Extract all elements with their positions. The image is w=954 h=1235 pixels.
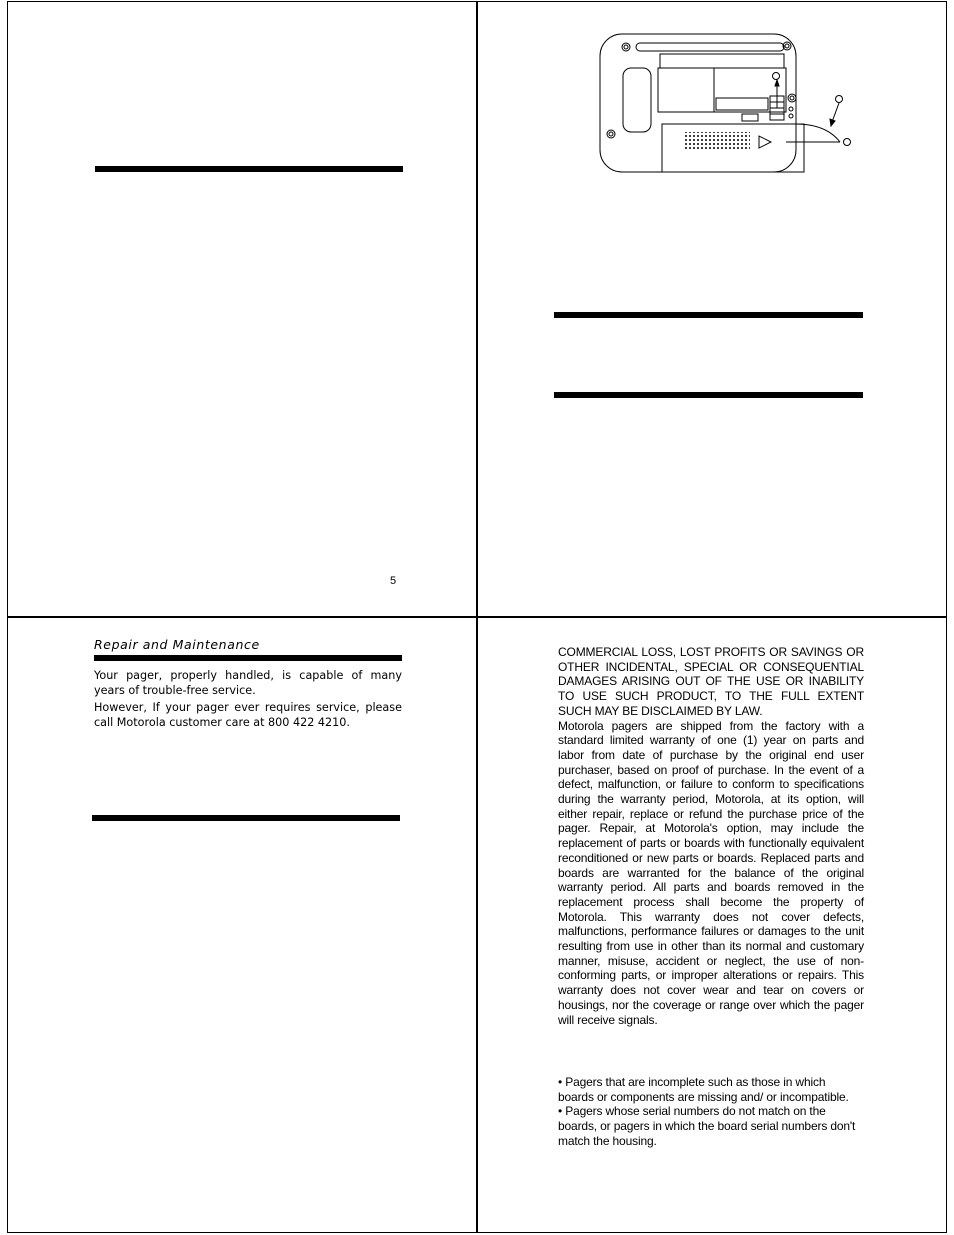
repair-paragraph: Your pager, properly handled, is capable of many years of trouble-free service. [94,669,402,697]
pager-battery-door-icon [596,30,854,176]
page-divider-horizontal [7,616,947,618]
top-right-rule-1 [554,312,863,318]
exclusion-item: • Pagers whose serial numbers do not match on the boards, or pagers in which the board serial numbers don't match the housing. [558,1104,856,1148]
page-number: 5 [390,575,397,587]
pager-battery-door-figure [596,30,854,176]
top-left-rule [95,166,403,172]
repair-body [94,668,402,732]
warranty-text [558,645,864,1027]
top-right-rule-2 [554,392,863,398]
bottom-left-rule [92,815,400,821]
warranty-paragraph: Motorola pagers are shipped from the factory with a standard limited warranty of one (1) year on parts and labor from date of purchase by the original end user purchaser, based on proof of purchase. In the event of a defect, malfunction, or failure to conform to specifications during the warranty period, Motorola, at its option, will either repair, replace or refund the purchase price of the pager. Repair, at Motorola's option, may include the replacement of parts or boards with functionally equivalent reconditioned or new parts or boards. Replaced parts and boards are warranted for the balance of the original warranty period. All parts and boards removed in the replacement process shall become the property of Motorola. This warranty does not cover defects, malfunctions, performance failures or damages to the unit resulting from use in other than its normal and customary manner, misuse, accident or neglect, the use of non- conforming parts, or improper alterations or repairs. This warranty does not cover wear and tear on covers or housings, nor the coverage or range over which the pager will receive signals. [558,718,864,1027]
repair-paragraph: However, If your pager ever requires service, please call Motorola customer care at 800 422 4210. [94,701,402,729]
exclusion-item: • Pagers that are incomplete such as those in which boards or components are missing and/ or incompatible. [558,1075,849,1104]
repair-section-title: Repair and Maintenance [94,637,260,652]
warranty-paragraph: COMMERCIAL LOSS, LOST PROFITS OR SAVINGS OR OTHER INCIDENTAL, SPECIAL OR CONSEQUENTIAL DAMAGES ARISING OUT OF THE USE OR INABILITY TO USE SUCH PRODUCT, TO THE FULL EXTENT SUCH MAY BE DISCLAIMED BY LAW. [558,645,864,718]
repair-title-rule [94,655,402,661]
warranty-exclusions [558,1075,864,1149]
